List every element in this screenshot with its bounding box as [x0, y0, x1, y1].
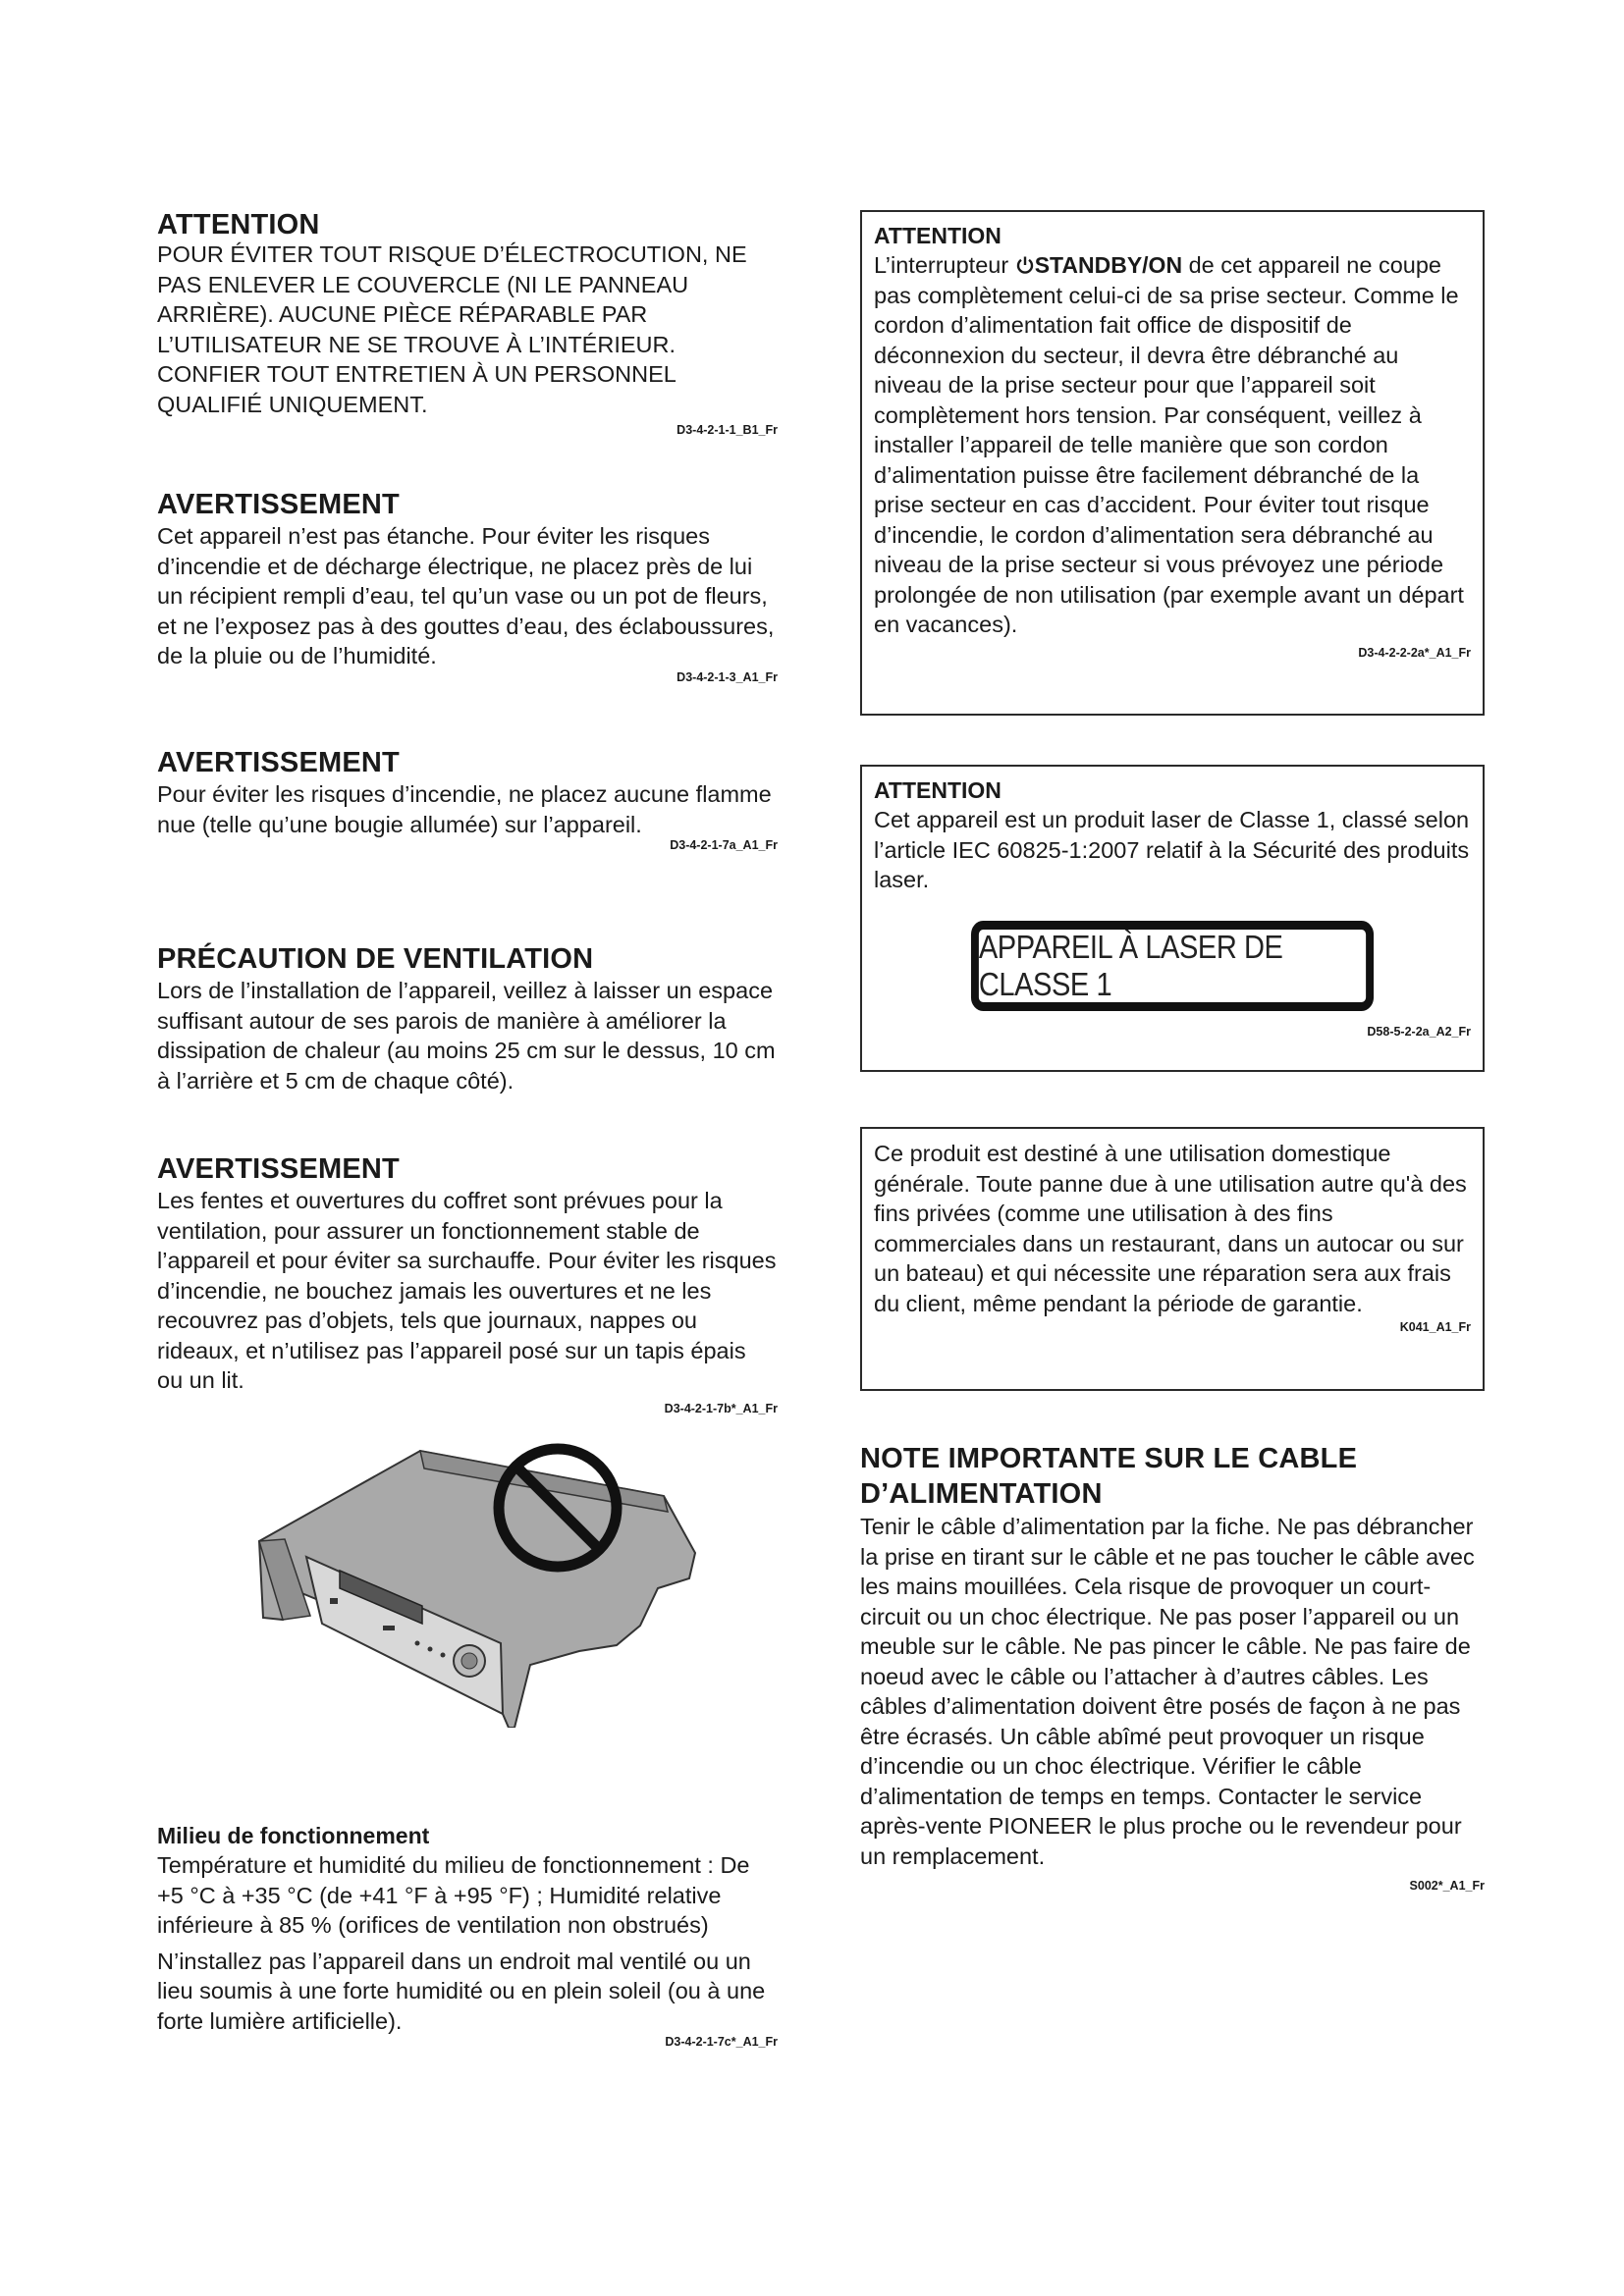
- reference-code: D3-4-2-1-7c*_A1_Fr: [665, 2035, 778, 2049]
- section-text-2: N’installez pas l’appareil dans un endroit mal ventilé ou un lieu soumis à une forte humidité ou en plein soleil (ou à une forte lumière artificielle).: [157, 1948, 766, 2034]
- section-title: ATTENTION: [874, 777, 1001, 803]
- power-cable-note-section: [860, 1441, 1485, 1895]
- reference-code: D3-4-2-1-3_A1_Fr: [677, 669, 778, 684]
- warning-flame-section: [157, 746, 778, 854]
- warning-openings-section: [157, 1152, 778, 1417]
- section-title: ATTENTION: [874, 223, 1001, 248]
- section-text: [874, 250, 1471, 640]
- section-text: Cet appareil n’est pas étanche. Pour éviter les risques d’incendie et de décharge électrique, ne placez près de lui un récipient rempli d’eau, tel qu’un vase ou un pot de fleurs, et ne l’exposez pas à des gouttes d’eau, des éclaboussures, de la pluie ou de l’humidité.: [157, 523, 775, 668]
- section-title: AVERTISSEMENT: [157, 747, 400, 778]
- section-title: AVERTISSEMENT: [157, 489, 400, 520]
- section-text: Pour éviter les risques d’incendie, ne placez aucune flamme nue (telle qu’une bougie allumée) sur l’appareil.: [157, 781, 772, 837]
- laser-attention-box: [860, 765, 1485, 1072]
- operating-environment-section: [157, 1822, 778, 2051]
- section-text: Cet appareil est un produit laser de Classe 1, classé selon l’article IEC 60825-1:2007 relatif à la Sécurité des produits laser.: [874, 807, 1470, 892]
- laser-class-label: [971, 921, 1374, 1011]
- reference-code: D3-4-2-2-2a*_A1_Fr: [1358, 645, 1471, 660]
- reference-code: S002*_A1_Fr: [1409, 1879, 1485, 1893]
- ventilation-section: [157, 942, 778, 1095]
- section-text: Lors de l’installation de l’appareil, veillez à laisser un espace suffisant autour de ses parois de manière à améliorer la dissipation de chaleur (au moins 25 cm sur le dessus, 10 cm à l’arrière et 5 cm de chaque côté).: [157, 978, 776, 1094]
- power-standby-icon: [1015, 252, 1035, 278]
- section-text: Les fentes et ouvertures du coffret sont prévues pour la ventilation, pour assurer un fonctionnement stable de l’appareil et pour éviter sa surchauffe. Pour éviter les risques d’incendie, ne bouchez jamais les ouvertures et ne les recouvrez pas d’objets, tels que journaux, nappes ou rideaux, et n’utilisez pas l’appareil posé sur un tapis épais ou un lit.: [157, 1188, 777, 1393]
- reference-code: D3-4-2-1-7a_A1_Fr: [670, 838, 778, 852]
- text-before: L’interrupteur: [874, 252, 1015, 278]
- warning-water-section: [157, 488, 778, 686]
- reference-code: K041_A1_Fr: [1399, 1320, 1471, 1334]
- standby-on-label: STANDBY/ON: [1034, 252, 1183, 278]
- section-text: Ce produit est destiné à une utilisation domestique générale. Toute panne due à une utilisation autre qu'à des fins privées (comme une utilisation à des fins commerciales dans un restaurant, dans un autocar ou sur un bateau) et qui nécessite une réparation sera aux frais du client, même pendant la période de garantie.: [874, 1141, 1467, 1316]
- reference-code: D3-4-2-1-1_B1_Fr: [677, 423, 778, 437]
- section-title: ATTENTION: [157, 209, 320, 240]
- section-text: POUR ÉVITER TOUT RISQUE D’ÉLECTROCUTION, NE PAS ENLEVER LE COUVERCLE (NI LE PANNEAU ARRIÈRE). AUCUNE PIÈCE RÉPARABLE PAR L’UTILISATEUR NE SE TROUVE À L’INTÉRIEUR. CONFIER TOUT ENTRETIEN À UN PERSONNEL QUALIFIÉ UNIQUEMENT.: [157, 241, 747, 417]
- covered-device-illustration: [157, 1433, 778, 1728]
- section-text: Tenir le câble d’alimentation par la fiche. Ne pas débrancher la prise en tirant sur le câble et ne pas toucher le câble avec les mains mouillées. Cela risque de provoquer un court-circuit ou un choc électrique. Ne pas poser l’appareil ou un meuble sur le câble. Ne pas pincer le câble. Ne pas faire de noeud avec le câble ou l’attacher à d’autres câbles. Les câbles d’alimentation doivent être posés de façon à ne pas être écrasés. Un câble abîmé peut provoquer un risque d’incendie ou un choc électrique. Vérifier le câble d’alimentation de temps en temps. Contacter le service après-vente PIONEER le plus proche ou le revendeur pour un remplacement.: [860, 1514, 1475, 1869]
- attention-electrocution-section: [157, 208, 778, 439]
- section-title: Milieu de fonctionnement: [157, 1823, 430, 1848]
- section-title: NOTE IMPORTANTE SUR LE CABLE D’ALIMENTATION: [860, 1443, 1358, 1510]
- section-title: AVERTISSEMENT: [157, 1153, 400, 1185]
- section-title: PRÉCAUTION DE VENTILATION: [157, 943, 594, 975]
- covered-stereo-prohibited-icon: [157, 1433, 778, 1728]
- reference-code: D58-5-2-2a_A2_Fr: [1367, 1024, 1471, 1039]
- laser-label-text: APPAREIL À LASER DE CLASSE 1: [978, 928, 1283, 1002]
- section-text: Température et humidité du milieu de fonctionnement : De +5 °C à +35 °C (de +41 °F à +95 °F) ; Humidité relative inférieure à 85 % (orifices de ventilation non obstrués): [157, 1852, 750, 1938]
- text-after: de cet appareil ne coupe pas complètement celui-ci de sa prise secteur. Comme le cordon d’alimentation fait office de dispositif de déconnexion du secteur, il devra être débranché au niveau de la prise secteur pour que l’appareil soit complètement hors tension. Par conséquent, veillez à installer l’appareil de telle manière que son cordon d’alimentation puisse être facilement débranché de la prise secteur en cas d’accident. Pour éviter tout risque d’incendie, le cordon d’alimentation sera débranché au niveau de la prise secteur si vous prévoyez une période prolongée de non utilisation (par exemple avant un départ en vacances).: [874, 252, 1464, 637]
- domestic-use-box: [860, 1127, 1485, 1391]
- standby-attention-box: [860, 210, 1485, 716]
- reference-code: D3-4-2-1-7b*_A1_Fr: [664, 1401, 778, 1415]
